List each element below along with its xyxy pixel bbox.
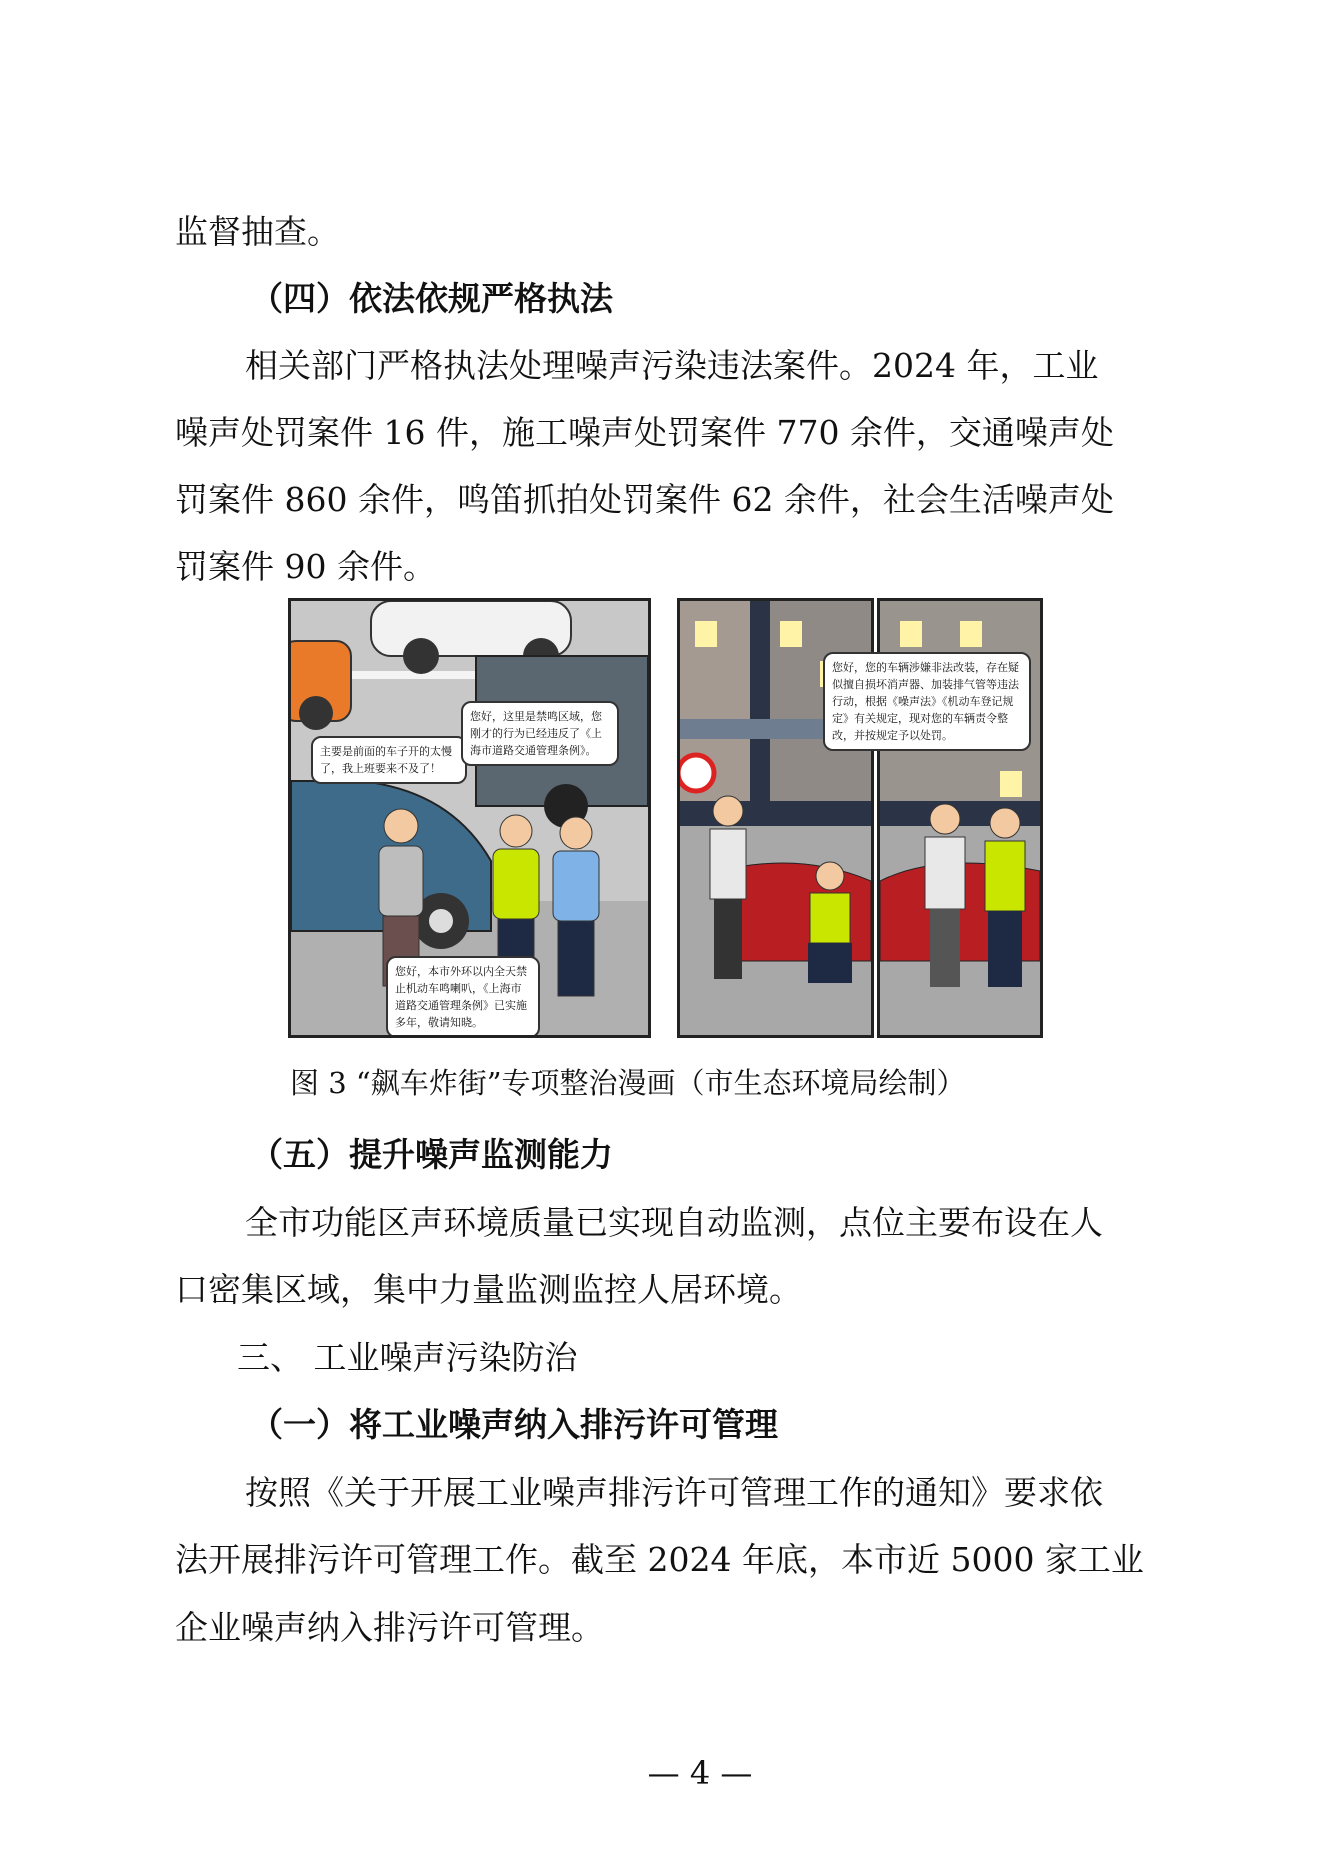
speech-bubble-officer: 您好，这里是禁鸣区域，您刚才的行为已经违反了《上海市道路交通管理条例》。 bbox=[461, 701, 619, 766]
text-line-7: 口密集区域，集中力量监测监控人居环境。 bbox=[175, 1270, 802, 1309]
page-number: — 4 — bbox=[647, 1754, 753, 1792]
text-line-9: 法开展排污许可管理工作。截至 2024 年底，本市近 5000 家工业 bbox=[175, 1540, 1144, 1579]
speech-bubble-driver: 主要是前面的车子开的太慢了，我上班要来不及了！ bbox=[311, 736, 467, 784]
text-line-1: 监督抽查。 bbox=[175, 212, 340, 251]
figure-caption: 图 3 “飙车炸街”专项整治漫画（市生态环境局绘制） bbox=[290, 1066, 966, 1100]
speech-bubble-police: 您好，本市外环以内全天禁止机动车鸣喇叭，《上海市道路交通管理条例》已实施多年，敬请知晓。 bbox=[386, 956, 540, 1038]
text-line-8: 按照《关于开展工业噪声排污许可管理工作的通知》要求依 bbox=[245, 1473, 1103, 1512]
text-line-2: 相关部门严格执法处理噪声污染违法案件。2024 年，工业 bbox=[245, 346, 1099, 385]
heading-monitoring: （五）提升噪声监测能力 bbox=[250, 1135, 613, 1174]
heading-enforcement: （四）依法依规严格执法 bbox=[250, 279, 613, 318]
text-line-6: 全市功能区声环境质量已实现自动监测，点位主要布设在人 bbox=[245, 1203, 1103, 1242]
speech-bubble-inspection: 您好，您的车辆涉嫌非法改装，存在疑似擅自损坏消声器、加装排气管等违法行动，根据《噪声法》《机动车登记规定》有关规定，现对您的车辆责令整改，并按规定予以处罚。 bbox=[823, 652, 1031, 751]
section-heading-3: 三、 工业噪声污染防治 bbox=[237, 1338, 578, 1377]
heading-permit: （一）将工业噪声纳入排污许可管理 bbox=[250, 1405, 778, 1444]
text-line-4: 罚案件 860 余件，鸣笛抓拍处罚案件 62 余件，社会生活噪声处 bbox=[175, 480, 1114, 519]
text-line-3: 噪声处罚案件 16 件，施工噪声处罚案件 770 余件，交通噪声处 bbox=[175, 413, 1114, 452]
text-line-5: 罚案件 90 余件。 bbox=[175, 547, 436, 586]
text-line-10: 企业噪声纳入排污许可管理。 bbox=[175, 1608, 604, 1647]
comic-panel-left bbox=[288, 598, 651, 1038]
